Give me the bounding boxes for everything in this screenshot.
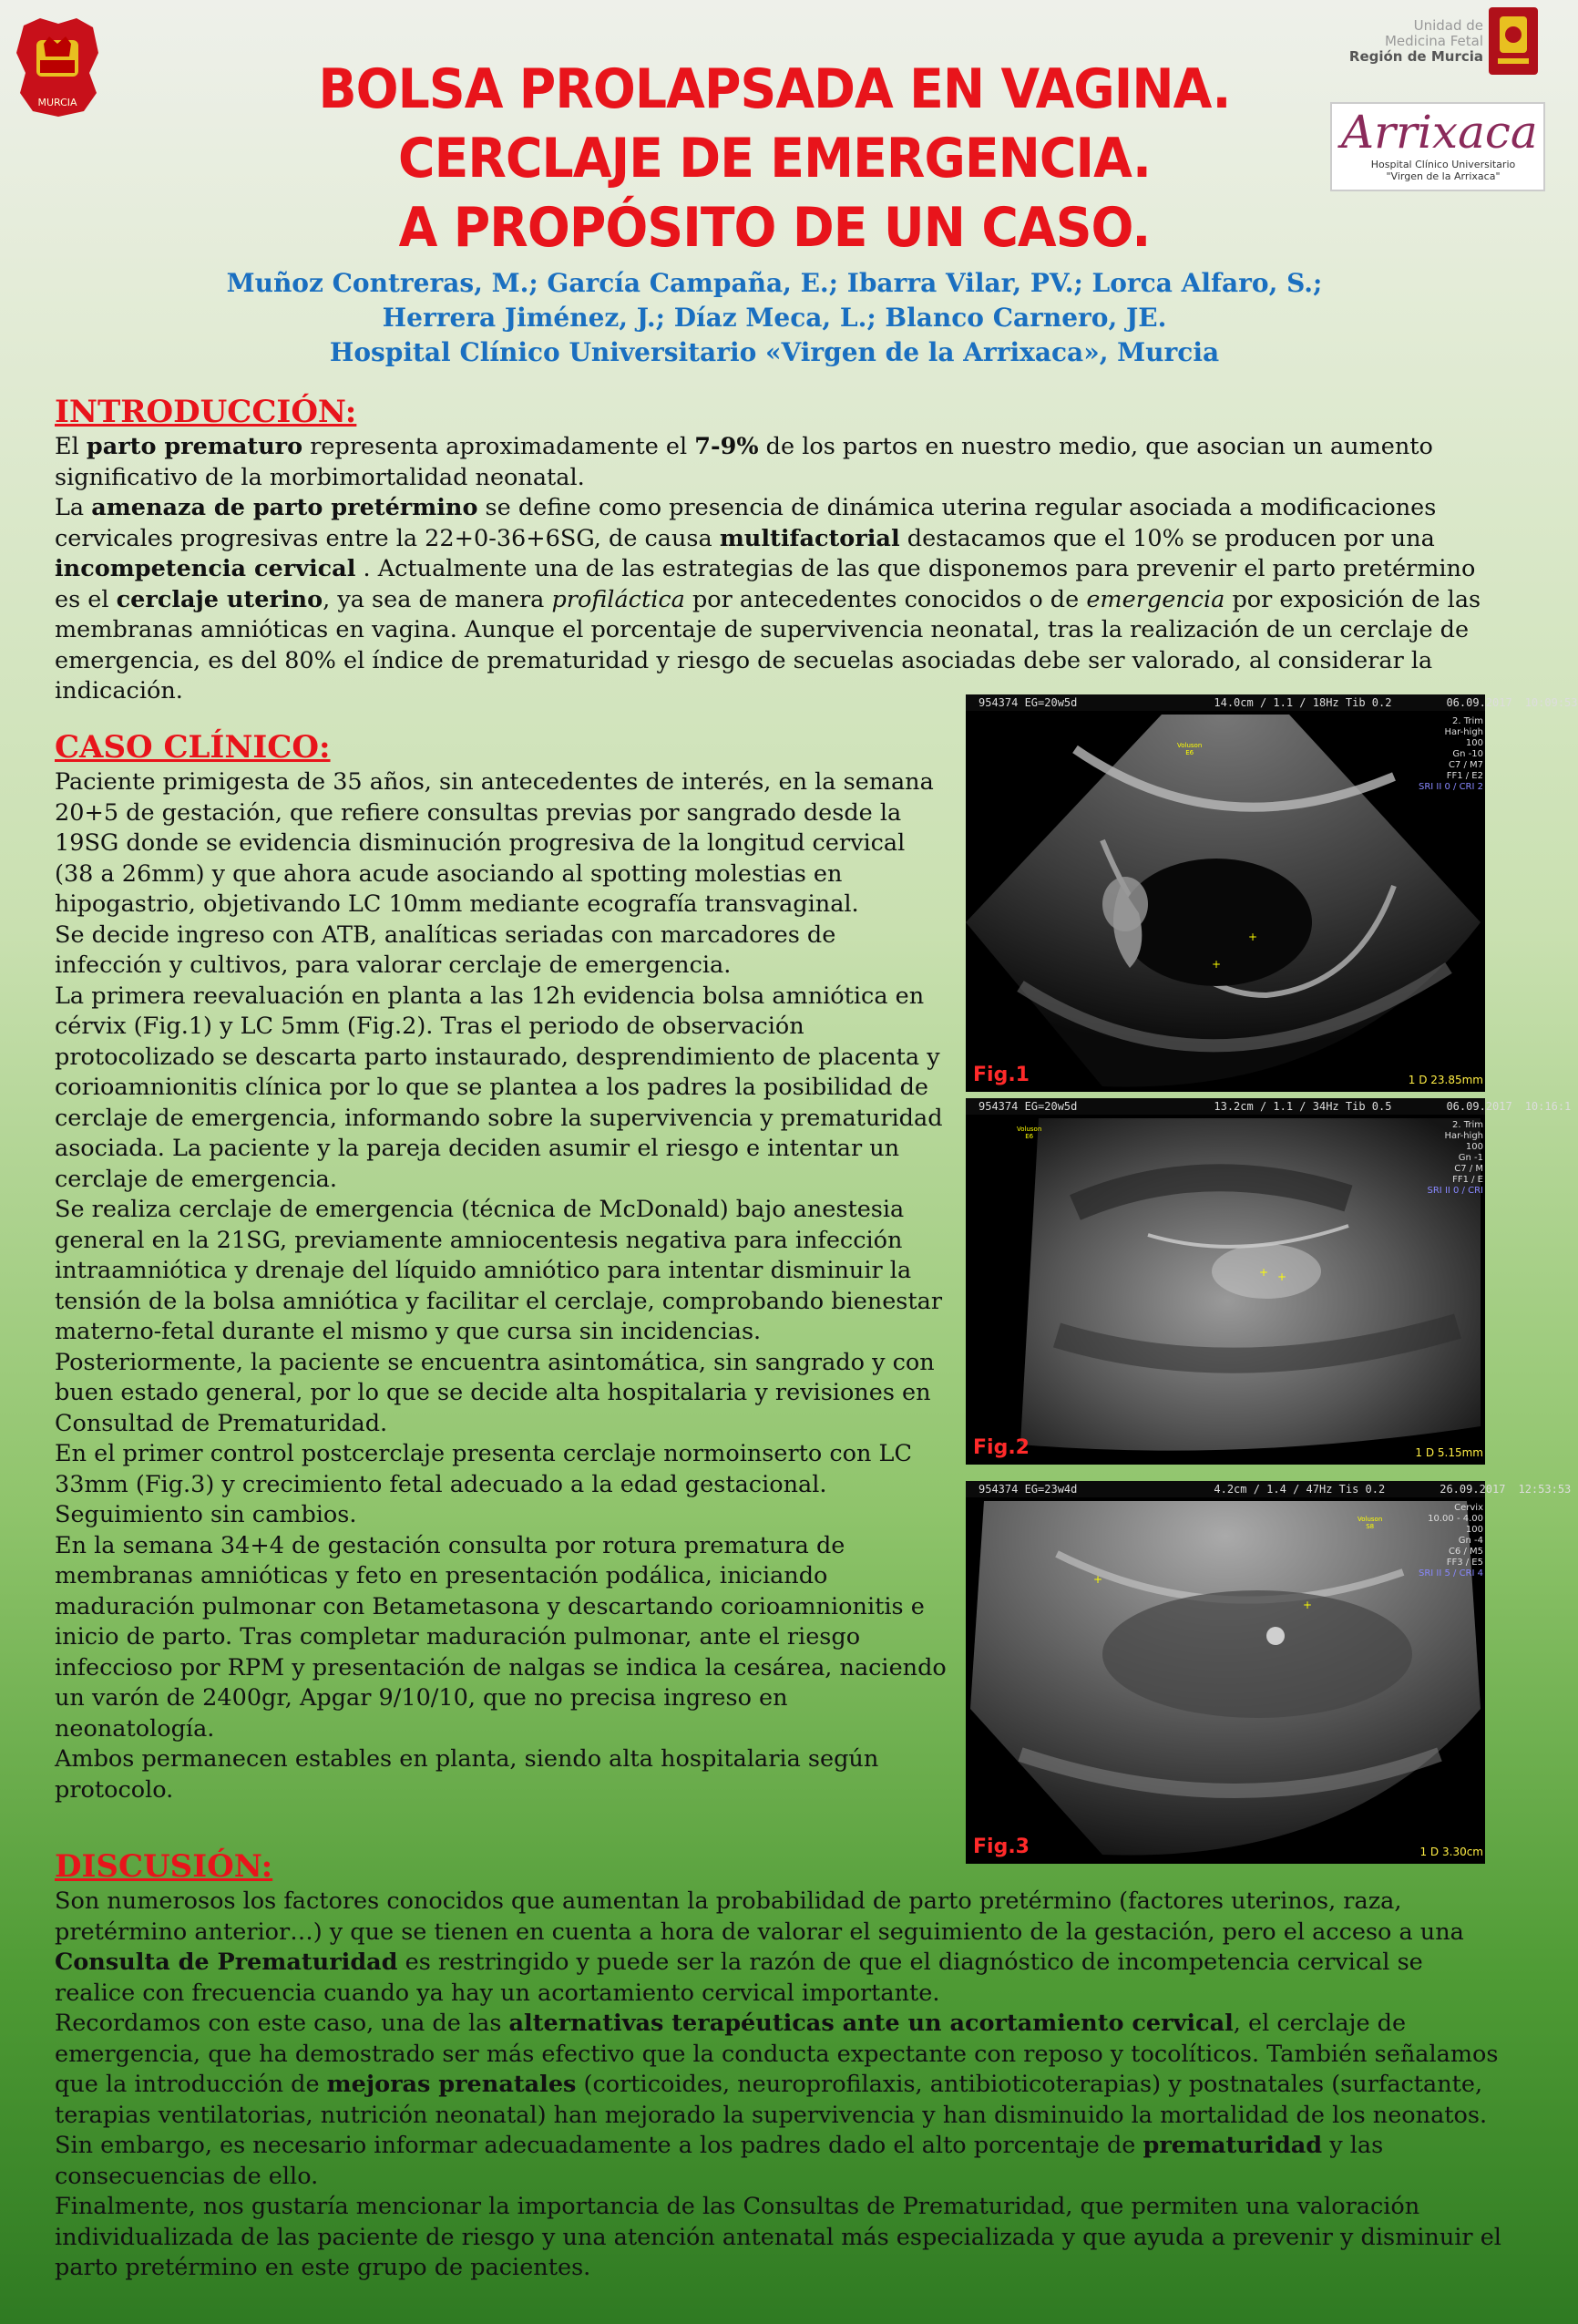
region-murcia-flag-icon xyxy=(1489,7,1538,75)
ultrasound-figure-3: + + 954374 EG=23w4d 4.2cm / 1.4 / 47Hz Tis 0.2 26.09.2017 12:53:53 Voluson S8 Cervix 10.00 - 4.00 100 Gn -4 C6 / M5 FF3 / E5 SRI II 5 / CRI 4 Fig.3 1 D 3.30cm xyxy=(966,1481,1485,1864)
authors-block xyxy=(137,266,1412,370)
case-paragraph: La primera reevaluación en planta a las 12h evidencia bolsa amniótica en cérvix (Fig.1) y LC 5mm (Fig.2). Tras el periodo de observación protocolizado se descarta parto instaurado, desprendimiento de placenta y corioamnionitis clínica por lo que se plantea a los padres la posibilidad de cerclaje de emergencia, informando sobre la supervivencia y prematuridad asociada. La paciente y la pareja deciden asumir el riesgo e intentar un cerclaje de emergencia. xyxy=(55,982,943,1193)
svg-text:+: + xyxy=(1248,931,1258,943)
svg-text:+: + xyxy=(1212,958,1222,971)
case-paragraph: En el primer control postcerclaje presenta cerclaje normoinserto con LC 33mm (Fig.3) y crecimiento fetal adecuado a la edad gestacional. Seguimiento sin cambios. xyxy=(55,1440,912,1528)
introduction-section xyxy=(55,394,1503,707)
svg-text:+: + xyxy=(1093,1573,1103,1586)
svg-text:+: + xyxy=(1259,1266,1269,1279)
figure-label: Fig.2 xyxy=(973,1436,1030,1459)
ultrasound-header: 954374 EG=20w5d 13.2cm / 1.1 / 34Hz Tib 0.5 06.09.2017 10:16:1 xyxy=(966,1098,1485,1115)
case-paragraph: En la semana 34+4 de gestación consulta por rotura prematura de membranas amnióticas y feto en presentación podálica, iniciando maduración pulmonar con Betametasona y descartando corioamnionitis e inicio de parto. Tras completar maduración pulmonar, ante el riesgo infeccioso por RPM y presentación de nalgas se indica la cesárea, naciendo un varón de 2400gr, Apgar 9/10/10, que no precisa ingreso en neonatología. xyxy=(55,1531,947,1743)
figure-label: Fig.1 xyxy=(973,1064,1030,1086)
title-line: BOLSA PROLAPSADA EN VAGINA. xyxy=(318,57,1231,121)
ultrasound-figure-1: + + 954374 EG=20w5d 14.0cm / 1.1 / 18Hz Tib 0.2 06.09.2017 10:09:53 Voluson E6 2. Trim Har-high 100 Gn -10 C7 / M7 FF1 / E2 SRI II 0 / CRI 2 Fig.1 1 D 23.85mm xyxy=(966,694,1485,1092)
ultrasound-settings: 2. Trim Har-high 100 Gn -1 C7 / M FF1 / E SRI II 0 / CRI xyxy=(1427,1120,1483,1196)
affiliation: Hospital Clínico Universitario «Virgen de la Arrixaca», Murcia xyxy=(329,337,1220,367)
discussion-paragraph: Recordamos con este caso, una de las alternativas terapéuticas ante un acortamiento cervical, el cerclaje de emergencia, que ha demostrado ser más efectivo que la conducta expectante con reposo y tocolíticos. También señalamos que la introducción de mejoras prenatales (corticoides, neuroprofilaxis, antibioticoterapias) y postnatales (surfactante, terapias ventilatorias, nutrición neonatal) han mejorado la supervivencia y han disminuido la mortalidad de los neonatos. Sin embargo, es necesario informar adecuadamente a los padres dado el alto porcentaje de prematuridad y las consecuencias de ello. xyxy=(55,2010,1499,2190)
case-paragraph: Se realiza cerclaje de emergencia (técnica de McDonald) bajo anestesia general en la 21SG, previamente amniocentesis negativa para infección intraamniótica y drenaje del líquido amniótico para intentar disminuir la tensión de la bolsa amniótica y facilitar el cerclaje, comprobando bienestar materno-fetal durante el mismo y que cursa sin incidencias. xyxy=(55,1196,943,1345)
murcia-crest-logo xyxy=(13,16,102,118)
discussion-heading: DISCUSIÓN: xyxy=(55,1848,273,1885)
ultrasound-figure-2: + + 954374 EG=20w5d 13.2cm / 1.1 / 34Hz Tib 0.5 06.09.2017 10:16:1 Voluson E6 2. Trim Har-high 100 Gn -1 C7 / M FF1 / E SRI II 0 / CRI Fig.2 1 D 5.15mm xyxy=(966,1098,1485,1465)
ultrasound-settings: 2. Trim Har-high 100 Gn -10 C7 / M7 FF1 / E2 SRI II 0 / CRI 2 xyxy=(1418,716,1483,792)
murcia-logo-text: MURCIA xyxy=(37,97,77,108)
measurement-readout: 1 D 3.30cm xyxy=(1419,1846,1483,1858)
ultrasound-header: 954374 EG=23w4d 4.2cm / 1.4 / 47Hz Tis 0.2 26.09.2017 12:53:53 xyxy=(966,1481,1485,1497)
clinical-case-section xyxy=(55,729,948,1805)
discussion-section xyxy=(55,1848,1503,2284)
arrixaca-hospital-logo: Arrixaca Hospital Clínico Universitario "Virgen de la Arrixaca" xyxy=(1330,102,1545,191)
discussion-paragraph: Finalmente, nos gustaría mencionar la importancia de las Consultas de Prematuridad, que permiten una valoración individualizada de las paciente de riesgo y una atención antenatal más especializada y que ayuda a prevenir y disminuir el parto pretérmino en este grupo de pacientes. xyxy=(55,2193,1501,2281)
authors-line: Herrera Jiménez, J.; Díaz Meca, L.; Blanco Carnero, JE. xyxy=(382,303,1167,333)
intro-paragraph: El parto prematuro representa aproximadamente el 7-9% de los partos en nuestro medio, que asocian un aumento significativo de la morbimortalidad neonatal. xyxy=(55,433,1433,491)
case-paragraph: Paciente primigesta de 35 años, sin antecedentes de interés, en la semana 20+5 de gestación, que refiere consultas previas por sangrado desde la 19SG donde se evidencia disminución progresiva de la longitud cervical (38 a 26mm) y que ahora acude asociando al spotting molestias en hipogastrio, objetivando LC 10mm mediante ecografía transvaginal. xyxy=(55,768,934,918)
title-line: CERCLAJE DE EMERGENCIA. xyxy=(397,127,1152,190)
case-paragraph: Ambos permanecen estables en planta, siendo alta hospitalaria según protocolo. xyxy=(55,1745,879,1804)
svg-text:+: + xyxy=(1277,1270,1287,1283)
measurement-readout: 1 D 23.85mm xyxy=(1408,1074,1483,1086)
authors-line: Muñoz Contreras, M.; García Campaña, E.; Ibarra Vilar, PV.; Lorca Alfaro, S.; xyxy=(226,268,1323,298)
discussion-paragraph: Son numerosos los factores conocidos que aumentan la probabilidad de parto pretérmino (factores uterinos, raza, pretérmino anterior…) y que se tienen en cuenta a hora de valorar el seguimiento de la gestación, pero el acceso a una Consulta de Prematuridad es restringido y puede ser la razón de que el diagnóstico de incompetencia cervical se realice con frecuencia cuando ya hay un acortamiento cervical importante. xyxy=(55,1887,1464,2007)
ultrasound-header: 954374 EG=20w5d 14.0cm / 1.1 / 18Hz Tib 0.2 06.09.2017 10:09:53 xyxy=(966,694,1485,711)
intro-heading: INTRODUCCIÓN: xyxy=(55,394,357,430)
figure-label: Fig.3 xyxy=(973,1836,1030,1858)
case-heading: CASO CLÍNICO: xyxy=(55,729,331,766)
measurement-readout: 1 D 5.15mm xyxy=(1415,1446,1483,1459)
poster-title xyxy=(273,55,1276,262)
title-line: A PROPÓSITO DE UN CASO. xyxy=(398,196,1151,260)
case-paragraph: Se decide ingreso con ATB, analíticas seriadas con marcadores de infección y cultivos, para valorar cerclaje de emergencia. xyxy=(55,920,836,979)
unidad-medicina-fetal-logo: Unidad de Medicina Fetal Región de Murcia xyxy=(1312,7,1540,77)
case-paragraph: Posteriormente, la paciente se encuentra asintomática, sin sangrado y con buen estado general, por lo que se decide alta hospitalaria y revisiones en Consultad de Prematuridad. xyxy=(55,1348,935,1437)
svg-text:+: + xyxy=(1303,1599,1313,1611)
ultrasound-settings: Cervix 10.00 - 4.00 100 Gn -4 C6 / M5 FF3 / E5 SRI II 5 / CRI 4 xyxy=(1418,1503,1483,1578)
intro-paragraph: La amenaza de parto pretérmino se define como presencia de dinámica uterina regular asociada a modificaciones cervicales progresivas entre la 22+0-36+6SG, de causa multifactorial destacamos que el 10% se producen por una incompetencia cervical . Actualmente una de las estrategias de las que disponemos para prevenir el parto pretérmino es el cerclaje uterino, ya sea de manera profiláctica por antecedentes conocidos o de emergencia por exposición de las membranas amnióticas en vagina. Aunque el porcentaje de supervivencia neonatal, tras la realización de un cerclaje de emergencia, es del 80% el índice de prematuridad y riesgo de secuelas asociadas debe ser valorado, al considerar la indicación. xyxy=(55,494,1481,704)
